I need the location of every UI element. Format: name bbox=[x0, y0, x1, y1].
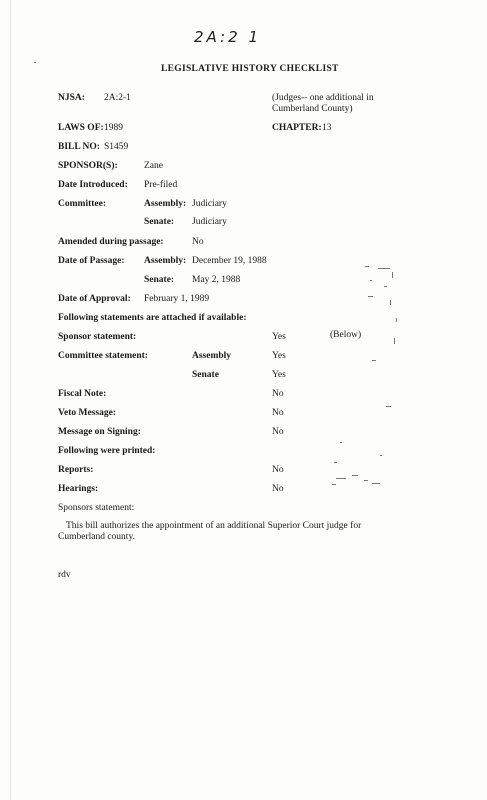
committee-statement-senate-value: Yes bbox=[272, 370, 286, 380]
sponsors-statement-label: Sponsors statement: bbox=[58, 503, 135, 513]
laws-of-value: 1989 bbox=[104, 123, 123, 133]
handwritten-statute-mark: 2A:2 1 bbox=[194, 28, 261, 46]
printed-heading: Following were printed: bbox=[58, 446, 156, 456]
veto-message-value: No bbox=[272, 408, 284, 418]
reports-value: No bbox=[272, 465, 284, 475]
attached-heading: Following statements are attached if available: bbox=[58, 313, 247, 323]
sponsors-label: SPONSOR(S): bbox=[58, 161, 118, 171]
njsa-note: (Judges-- one additional in Cumberland County) bbox=[272, 93, 374, 114]
amended-label: Amended during passage: bbox=[58, 237, 164, 247]
date-introduced-label: Date Introduced: bbox=[58, 180, 128, 190]
page-edge-shadow bbox=[10, 0, 11, 800]
passage-assembly-label: Assembly: bbox=[144, 256, 187, 266]
committee-label: Committee: bbox=[58, 199, 107, 209]
committee-senate-label: Senate: bbox=[144, 217, 175, 227]
date-introduced-value: Pre-filed bbox=[144, 180, 178, 190]
chapter-value: 13 bbox=[322, 123, 332, 133]
sponsor-statement-text: This bill authorizes the appointment of an additional Superior Court judge for Cumberland county. bbox=[58, 521, 362, 542]
hearings-value: No bbox=[272, 484, 284, 494]
sponsor-statement-label: Sponsor statement: bbox=[58, 332, 137, 342]
committee-assembly-label: Assembly: bbox=[144, 199, 187, 209]
amended-value: No bbox=[192, 237, 204, 247]
chapter-label: CHAPTER: bbox=[272, 123, 322, 133]
bill-no-label: BILL NO: bbox=[58, 142, 100, 152]
passage-label: Date of Passage: bbox=[58, 256, 125, 266]
njsa-value: 2A:2-1 bbox=[104, 93, 131, 103]
passage-assembly-value: December 19, 1988 bbox=[192, 256, 267, 266]
fiscal-note-label: Fiscal Note: bbox=[58, 389, 107, 399]
passage-senate-value: May 2, 1988 bbox=[192, 275, 241, 285]
message-signing-label: Message on Signing: bbox=[58, 427, 141, 437]
committee-assembly-value: Judiciary bbox=[192, 199, 227, 209]
committee-senate-value: Judiciary bbox=[192, 217, 227, 227]
sponsor-statement-note: (Below) bbox=[330, 330, 362, 340]
approval-value: February 1, 1989 bbox=[144, 294, 210, 304]
fiscal-note-value: No bbox=[272, 389, 284, 399]
message-signing-value: No bbox=[272, 427, 284, 437]
sponsor-statement-value: Yes bbox=[272, 332, 286, 342]
committee-statement-assembly-label: Assembly bbox=[192, 351, 232, 361]
veto-message-label: Veto Message: bbox=[58, 408, 116, 418]
sponsors-value: Zane bbox=[144, 161, 163, 171]
initials: rdv bbox=[58, 570, 71, 580]
laws-of-label: LAWS OF: bbox=[58, 123, 104, 133]
committee-statement-assembly-value: Yes bbox=[272, 351, 286, 361]
approval-label: Date of Approval: bbox=[58, 294, 131, 304]
njsa-label: NJSA: bbox=[58, 93, 85, 103]
committee-statement-label: Committee statement: bbox=[58, 351, 148, 361]
page-title: LEGISLATIVE HISTORY CHECKLIST bbox=[161, 64, 339, 74]
bill-no-value: S1459 bbox=[104, 142, 129, 152]
passage-senate-label: Senate: bbox=[144, 275, 175, 285]
hearings-label: Hearings: bbox=[58, 484, 99, 494]
committee-statement-senate-label: Senate bbox=[192, 370, 219, 380]
reports-label: Reports: bbox=[58, 465, 94, 475]
